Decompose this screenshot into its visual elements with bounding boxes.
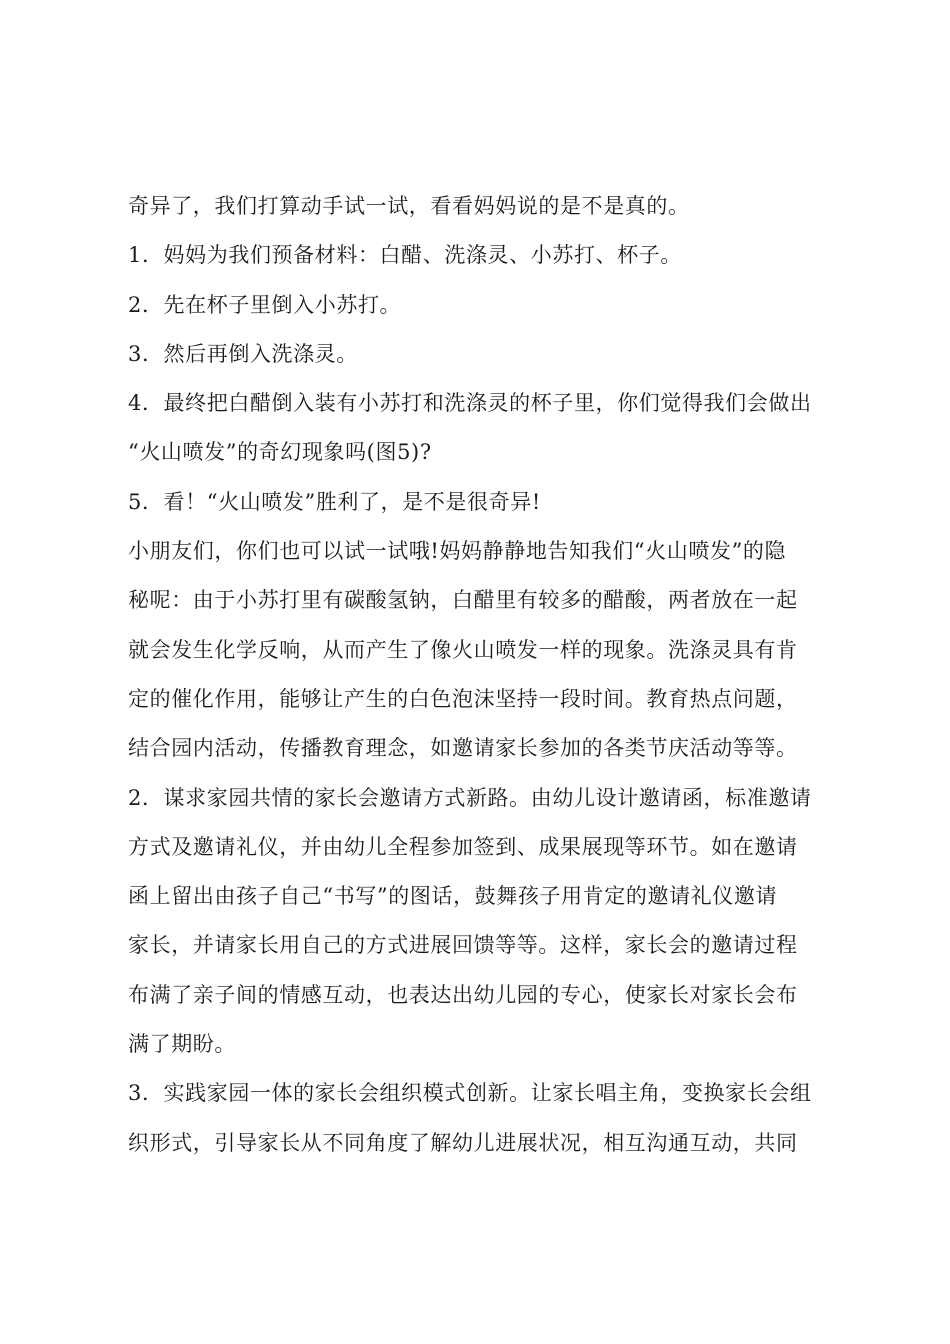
text-line: 定的催化作用，能够让产生的白色泡沫坚持一段时间。教育热点问题， <box>128 686 798 711</box>
text-line: 3．实践家园一体的家长会组织模式创新。让家长唱主角，变换家长会组 <box>128 1081 812 1106</box>
text-line: 小朋友们，你们也可以试一试哦!妈妈静静地告知我们“火山喷发”的隐 <box>128 539 787 564</box>
text-line: 3．然后再倒入洗涤灵。 <box>128 341 358 366</box>
text-line: 结合园内活动，传播教育理念，如邀请家长参加的各类节庆活动等等。 <box>128 736 798 761</box>
text-line: 就会发生化学反响，从而产生了像火山喷发一样的现象。洗涤灵具有肯 <box>128 637 798 662</box>
text-line: “火山喷发”的奇幻现象吗(图5)? <box>128 440 432 465</box>
text-line: 4．最终把白醋倒入装有小苏打和洗涤灵的杯子里，你们觉得我们会做出 <box>128 391 812 416</box>
text-line: 函上留出由孩子自己“书写”的图话，鼓舞孩子用肯定的邀请礼仪邀请 <box>128 884 778 909</box>
text-line: 5．看！“火山喷发”胜利了，是不是很奇异! <box>128 489 541 514</box>
text-line: 奇异了，我们打算动手试一试，看看妈妈说的是不是真的。 <box>128 194 690 218</box>
text-line: 布满了亲子间的情感互动，也表达出幼儿园的专心，使家长对家长会布 <box>128 982 798 1007</box>
text-line: 1．妈妈为我们预备材料：白醋、洗涤灵、小苏打、杯子。 <box>128 243 682 268</box>
text-line: 2．先在杯子里倒入小苏打。 <box>128 292 402 317</box>
text-line: 方式及邀请礼仪，并由幼儿全程参加签到、成果展现等环节。如在邀请 <box>128 834 798 859</box>
text-line: 2．谋求家园共情的家长会邀请方式新路。由幼儿设计邀请函，标准邀请 <box>128 785 812 810</box>
text-line: 家长，并请家长用自己的方式进展回馈等等。这样，家长会的邀请过程 <box>128 933 798 958</box>
text-line: 满了期盼。 <box>128 1032 236 1057</box>
document-body <box>128 182 832 1168</box>
text-line: 秘呢：由于小苏打里有碳酸氢钠，白醋里有较多的醋酸，两者放在一起 <box>128 588 798 613</box>
text-line: 织形式，引导家长从不同角度了解幼儿进展状况，相互沟通互动，共同 <box>128 1130 798 1155</box>
